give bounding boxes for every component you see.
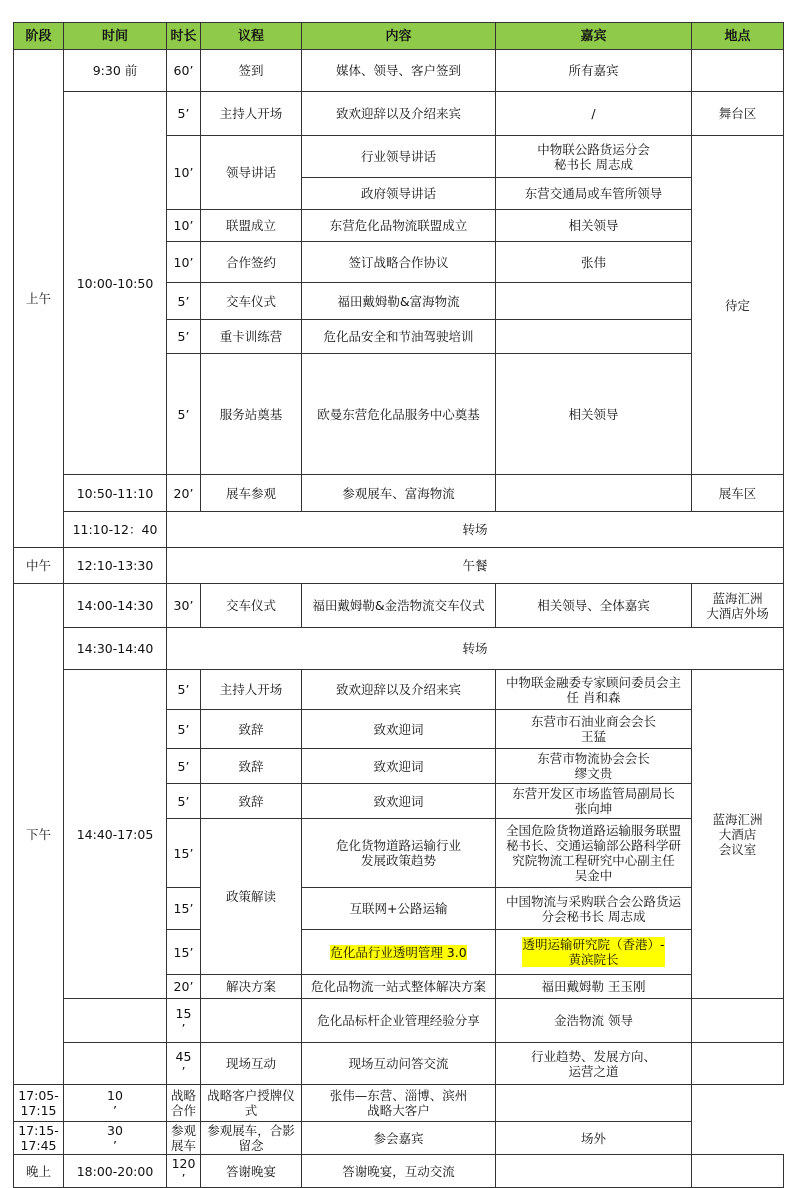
- content-cell: 答谢晚宴，互动交流: [302, 1155, 496, 1188]
- venue-cell: 蓝海汇洲 大酒店外场: [692, 584, 784, 628]
- time-cell: [64, 1043, 167, 1085]
- agenda-cell: 联盟成立: [201, 210, 302, 242]
- guest-cell: 东营交通局或车管所领导: [496, 178, 692, 210]
- duration-cell: 5’: [167, 784, 201, 819]
- agenda-cell: 现场互动: [201, 1043, 302, 1085]
- content-cell: 致欢迎辞以及介绍来宾: [302, 92, 496, 136]
- duration-cell: 45 ’: [167, 1043, 201, 1085]
- guest-cell: 张伟—东营、淄博、滨州 战略大客户: [302, 1085, 496, 1122]
- duration-cell: 5’: [167, 749, 201, 784]
- duration-cell: 5’: [167, 670, 201, 710]
- venue-cell: [692, 50, 784, 92]
- duration-cell: 5’: [167, 92, 201, 136]
- venue-cell: [496, 1085, 692, 1122]
- agenda-cell: 签到: [201, 50, 302, 92]
- guest-cell: 东营开发区市场监管局副局长 张向坤: [496, 784, 692, 819]
- venue-cell: [692, 1155, 784, 1188]
- time-cell: 10:50-11:10: [64, 475, 167, 512]
- agenda-cell: 展车参观: [201, 475, 302, 512]
- table-row: [14, 475, 784, 512]
- content-cell: 致欢迎词: [302, 710, 496, 749]
- time-cell: [64, 999, 167, 1043]
- highlighted-guest: 透明运输研究院（香港）- 黄滨院长: [522, 937, 665, 967]
- content-cell: 政府领导讲话: [302, 178, 496, 210]
- table-row: [14, 50, 784, 92]
- agenda-table: [13, 22, 784, 1188]
- content-cell: 致欢迎词: [302, 784, 496, 819]
- stage-cell: 上午: [14, 50, 64, 548]
- content-cell: 签订战略合作协议: [302, 242, 496, 283]
- guest-cell: /: [496, 92, 692, 136]
- header-row: [14, 23, 784, 50]
- table-row: [14, 1155, 784, 1188]
- agenda-cell: 解决方案: [201, 975, 302, 999]
- guest-cell: 全国危险货物道路运输服务联盟 秘书长、交通运输部公路科学研 究院物流工程研究中心副主任 吴金中: [496, 819, 692, 888]
- duration-cell: 120 ’: [167, 1155, 201, 1188]
- stage-cell: 晚上: [14, 1155, 64, 1188]
- highlighted-content: 危化品行业透明管理 3.0: [330, 944, 467, 960]
- time-cell: 17:15-17:45: [14, 1122, 64, 1155]
- guest-cell: 中物联公路货运分会 秘书长 周志成: [496, 136, 692, 178]
- content-cell: 危化品安全和节油驾驶培训: [302, 320, 496, 354]
- content-cell: 媒体、领导、客户签到: [302, 50, 496, 92]
- guest-cell: [496, 475, 692, 512]
- time-cell: 10:00-10:50: [64, 92, 167, 475]
- agenda-cell: 服务站奠基: [201, 354, 302, 475]
- time-cell: 14:40-17:05: [64, 670, 167, 999]
- content-cell: 危化品物流一站式整体解决方案: [302, 975, 496, 999]
- agenda-cell: 致辞: [201, 710, 302, 749]
- table-row: [14, 628, 784, 670]
- guest-cell: [496, 930, 692, 975]
- time-cell: 17:05-17:15: [14, 1085, 64, 1122]
- venue-cell: 待定: [692, 136, 784, 475]
- content-cell: 参观展车、富海物流: [302, 475, 496, 512]
- time-cell: 12:10-13:30: [64, 548, 167, 584]
- guest-cell: 所有嘉宾: [496, 50, 692, 92]
- duration-cell: 30’: [167, 584, 201, 628]
- venue-cell: 舞台区: [692, 92, 784, 136]
- agenda-cell: 主持人开场: [201, 670, 302, 710]
- guest-cell: 行业趋势、发展方向、 运营之道: [496, 1043, 692, 1085]
- table-row: [14, 548, 784, 584]
- agenda-cell: 战略合作: [167, 1085, 201, 1122]
- guest-cell: 金浩物流 领导: [496, 999, 692, 1043]
- agenda-cell: 重卡训练营: [201, 320, 302, 354]
- content-cell: 福田戴姆勒&富海物流: [302, 283, 496, 320]
- header-venue: 地点: [692, 23, 784, 50]
- table-row: [14, 512, 784, 548]
- duration-cell: 15’: [167, 888, 201, 930]
- content-cell: 互联网+公路运输: [302, 888, 496, 930]
- time-cell: 14:30-14:40: [64, 628, 167, 670]
- duration-cell: 20’: [167, 475, 201, 512]
- guest-cell: 张伟: [496, 242, 692, 283]
- header-stage: 阶段: [14, 23, 64, 50]
- agenda-cell: 致辞: [201, 784, 302, 819]
- venue-cell: [692, 1043, 784, 1085]
- duration-cell: 10’: [167, 210, 201, 242]
- content-cell: 危化货物道路运输行业 发展政策趋势: [302, 819, 496, 888]
- table-row: [14, 999, 784, 1043]
- time-cell: 11:10-12：40: [64, 512, 167, 548]
- content-cell: 致欢迎词: [302, 749, 496, 784]
- guest-cell: [496, 283, 692, 320]
- agenda-cell: 答谢晚宴: [201, 1155, 302, 1188]
- guest-cell: 东营市物流协会会长 缪文贵: [496, 749, 692, 784]
- venue-cell: 蓝海汇洲 大酒店 会议室: [692, 670, 784, 999]
- header-duration: 时长: [167, 23, 201, 50]
- duration-cell: 30 ’: [64, 1122, 167, 1155]
- duration-cell: 5’: [167, 283, 201, 320]
- venue-cell: [692, 999, 784, 1043]
- duration-cell: 15’: [167, 819, 201, 888]
- duration-cell: 10’: [167, 242, 201, 283]
- table-row: [14, 1043, 784, 1085]
- merged-cell: 午餐: [167, 548, 784, 584]
- content-cell: 参观展车，合影留念: [201, 1122, 302, 1155]
- duration-cell: 10 ’: [64, 1085, 167, 1122]
- table-row: [14, 670, 784, 710]
- agenda-cell: 主持人开场: [201, 92, 302, 136]
- table-row: [14, 92, 784, 136]
- header-agenda: 议程: [201, 23, 302, 50]
- content-cell: 福田戴姆勒&金浩物流交车仪式: [302, 584, 496, 628]
- time-cell: 9:30 前: [64, 50, 167, 92]
- guest-cell: 福田戴姆勒 王玉刚: [496, 975, 692, 999]
- agenda-cell: [201, 999, 302, 1043]
- time-cell: 14:00-14:30: [64, 584, 167, 628]
- agenda-cell: 合作签约: [201, 242, 302, 283]
- stage-cell: 下午: [14, 584, 64, 1085]
- duration-cell: 5’: [167, 710, 201, 749]
- venue-cell: 展车区: [692, 475, 784, 512]
- table-row: [14, 584, 784, 628]
- guest-cell: 参会嘉宾: [302, 1122, 496, 1155]
- table-row: [14, 1085, 784, 1122]
- agenda-cell: 交车仪式: [201, 584, 302, 628]
- merged-cell: 转场: [167, 512, 784, 548]
- duration-cell: 60’: [167, 50, 201, 92]
- stage-cell: 中午: [14, 548, 64, 584]
- table-row: [14, 1122, 784, 1155]
- guest-cell: 中国物流与采购联合会公路货运 分会秘书长 周志成: [496, 888, 692, 930]
- guest-cell: 相关领导: [496, 354, 692, 475]
- duration-cell: 10’: [167, 136, 201, 210]
- duration-cell: 15 ’: [167, 999, 201, 1043]
- content-cell: 行业领导讲话: [302, 136, 496, 178]
- content-cell: 危化品标杆企业管理经验分享: [302, 999, 496, 1043]
- header-guest: 嘉宾: [496, 23, 692, 50]
- agenda-cell: 领导讲话: [201, 136, 302, 210]
- guest-cell: 相关领导、全体嘉宾: [496, 584, 692, 628]
- content-cell: [302, 930, 496, 975]
- duration-cell: 20’: [167, 975, 201, 999]
- content-cell: 欧曼东营危化品服务中心奠基: [302, 354, 496, 475]
- guest-cell: 中物联金融委专家顾问委员会主 任 肖和森: [496, 670, 692, 710]
- guest-cell: [496, 320, 692, 354]
- time-cell: 18:00-20:00: [64, 1155, 167, 1188]
- header-time: 时间: [64, 23, 167, 50]
- venue-cell: 场外: [496, 1122, 692, 1155]
- duration-cell: 5’: [167, 320, 201, 354]
- header-content: 内容: [302, 23, 496, 50]
- content-cell: 致欢迎辞以及介绍来宾: [302, 670, 496, 710]
- content-cell: 东营危化品物流联盟成立: [302, 210, 496, 242]
- agenda-cell: 政策解读: [201, 819, 302, 975]
- guest-cell: 东营市石油业商会会长 王猛: [496, 710, 692, 749]
- content-cell: 战略客户授牌仪式: [201, 1085, 302, 1122]
- agenda-cell: 交车仪式: [201, 283, 302, 320]
- duration-cell: 5’: [167, 354, 201, 475]
- guest-cell: 相关领导: [496, 210, 692, 242]
- merged-cell: 转场: [167, 628, 784, 670]
- duration-cell: 15’: [167, 930, 201, 975]
- content-cell: 现场互动问答交流: [302, 1043, 496, 1085]
- guest-cell: [496, 1155, 692, 1188]
- agenda-cell: 参观展车: [167, 1122, 201, 1155]
- agenda-cell: 致辞: [201, 749, 302, 784]
